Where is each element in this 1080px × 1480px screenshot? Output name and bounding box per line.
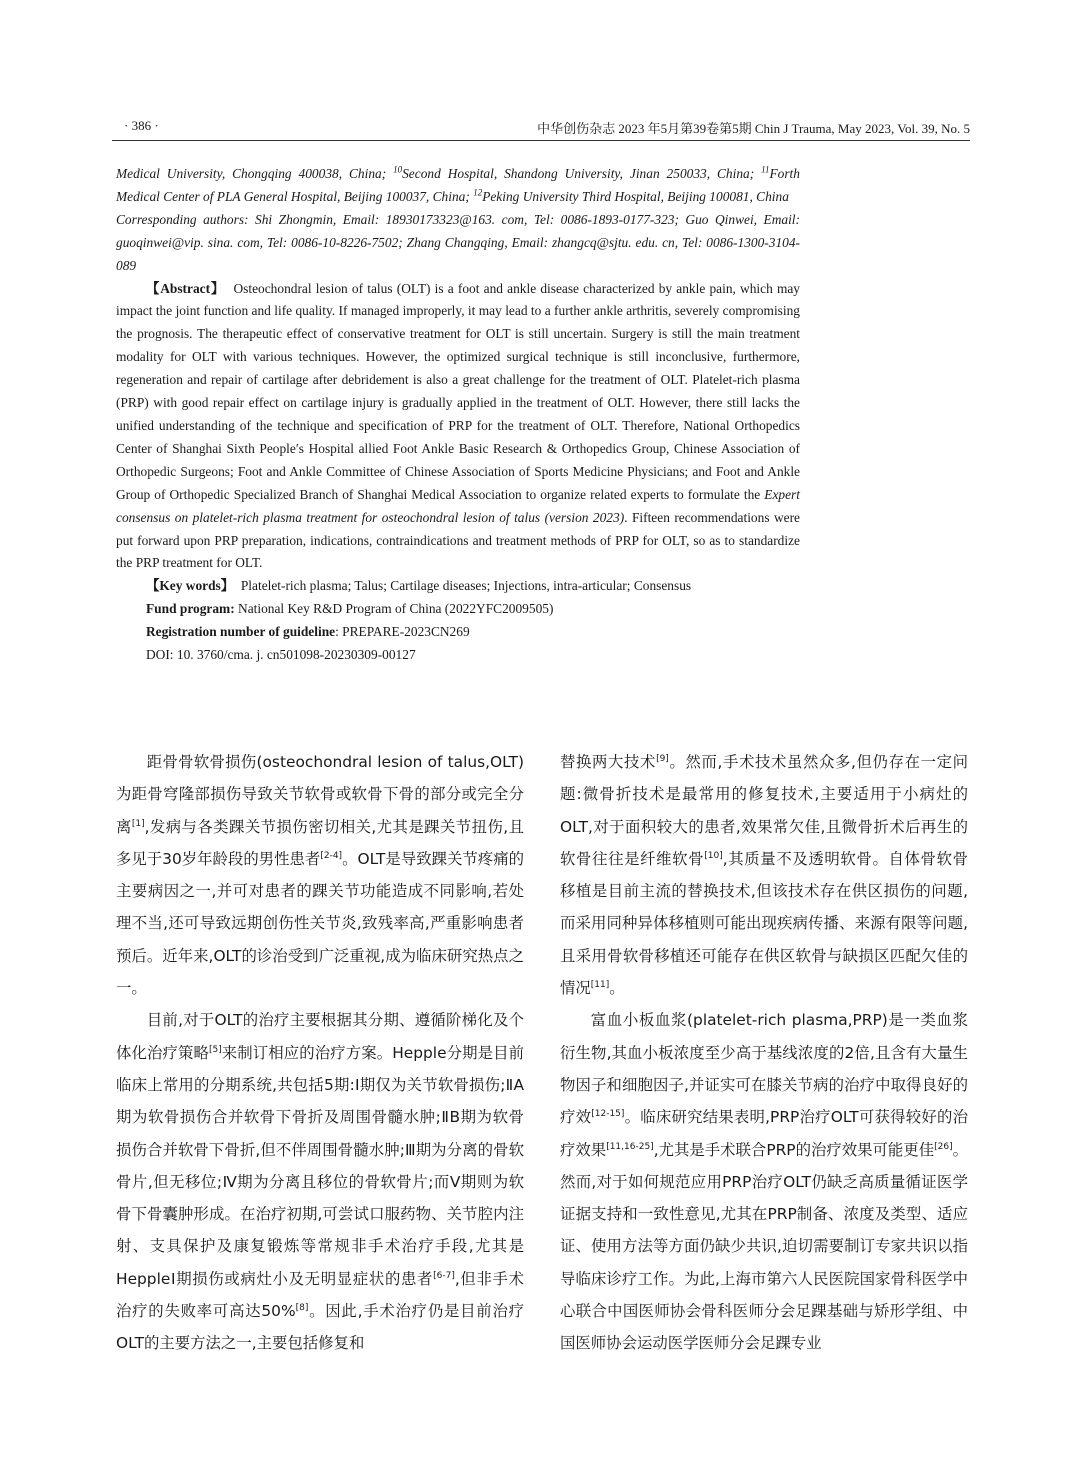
body-text: 富血小板血浆(platelet-rich plasma,PRP)是一类血浆衍生物,其血小板浓度至少高于基线浓度的2倍,且含有大量生物因子和细胞因子,并证实可在膝关节病的治疗中取得良好的疗效 [560, 1011, 968, 1127]
body-text: 。因此,手术治疗仍是目前治疗OLT的主要方法之一,主要包括修复和 [116, 1302, 524, 1353]
affiliation-text: Medical University, Chongqing 400038, China; [116, 166, 394, 181]
affiliation-sup: 12 [473, 187, 483, 198]
corresponding-authors: Corresponding authors: Shi Zhongmin, Email: 18930173323@163. com, Tel: 0086-1893-0177-323; Guo Qinwei, Email: guoqinwei@vip. sina. com, Tel: 0086-10-8226-7502; Zhang Changqing, Email: zhangcq@sjtu. edu. cn, Tel: 0086-1300-3104-089 [116, 211, 800, 273]
header-rule [112, 140, 970, 141]
citation: [8] [295, 1302, 309, 1313]
fund-text: National Key R&D Program of China (2022YFC2009505) [238, 601, 554, 617]
body-text: ,但非手术治疗的失败率可高达50% [116, 1269, 524, 1321]
abstract-title-italic: Expert consensus on platelet-rich plasma treatment for osteochondral lesion of talus (version 2023) [116, 486, 800, 525]
affiliation-text: Peking University Third Hospital, Beijing 100081, China [482, 188, 789, 204]
keywords-label: 【Key words】 [146, 578, 235, 594]
citation: [12-15] [591, 1109, 625, 1120]
citation: [11] [590, 979, 610, 990]
doi: DOI: 10. 3760/cma. j. cn501098-20230309-00127 [146, 647, 416, 663]
body-paragraph [116, 1004, 524, 1359]
journal-citation: 中华创伤杂志 2023 年5月第39卷第5期 Chin J Trauma, May 2023, Vol. 39, No. 5 [537, 121, 970, 136]
affiliations [116, 163, 800, 209]
abstract-paragraph [116, 278, 800, 576]
body-text: 。OLT是导致踝关节疼痛的主要病因之一,并可对患者的踝关节功能造成不同影响,若处理不当,还可导致远期创伤性关节炎,致残率高,严重影响患者预后。近年来,OLT的诊治受到广泛重视,成为临床研究热点之一。 [116, 849, 524, 998]
keywords [116, 575, 800, 598]
body-text: 替换两大技术 [560, 753, 657, 771]
citation: [6-7] [433, 1270, 455, 1281]
body-text: ,发病与各类踝关节损伤密切相关,尤其是踝关节扭伤,且多见于30岁年龄段的男性患者 [116, 817, 524, 868]
citation: [5] [208, 1044, 222, 1055]
body-text: ,尤其是手术联合PRP的治疗效果可能更佳 [653, 1140, 935, 1159]
english-front-matter [116, 163, 800, 667]
body-text: ,其质量不及透明软骨。自体骨软骨移植是目前主流的替换技术,但该技术存在供区损伤的问题,而采用同种异体移植则可能出现疾病传播、来源有限等问题,且采用骨软骨移植还可能存在供区软骨与缺损区匹配欠佳的情况 [560, 849, 968, 998]
citation: [10] [704, 850, 723, 861]
abstract-text-end: . Fifteen recommendations were put forward upon PRP preparation, indications, contraindications and treatment methods of PRP for OLT, so as to standardize the PRP treatment for OLT. [116, 509, 800, 571]
body-text: 距骨骨软骨损伤(osteochondral lesion of talus,OLT)为距骨穹隆部损伤导致关节软骨或软骨下骨的部分或完全分离 [116, 753, 524, 836]
citation: [2-4] [320, 850, 343, 861]
registration-text: : PREPARE-2023CN269 [335, 624, 470, 640]
body-paragraph [560, 746, 968, 1004]
affiliation-text: Forth Medical Center of PLA General Hospital, Beijing 100037, China; [116, 166, 800, 204]
citation: [9] [656, 753, 669, 764]
body-text: 来制订相应的治疗方案。Hepple分期是目前临床上常用的分期系统,共包括5期:Ⅰ期仅为关节软骨损伤;ⅡA期为软骨损伤合并软骨下骨折及周围骨髓水肿;ⅡB期为软骨损伤合并软骨下骨折,但不伴周围骨髓水肿;Ⅲ期为分离的骨软骨片,但无移位;Ⅳ期为分离且移位的骨软骨片;而Ⅴ期则为软骨下骨囊肿形成。在治疗初期,可尝试口服药物、关节腔内注射、支具保护及康复锻炼等常规非手术治疗手段,尤其是HeppleⅠ期损伤或病灶小及无明显症状的患者 [116, 1043, 524, 1288]
body-text: 。 [609, 979, 625, 998]
body-paragraph [560, 1004, 968, 1359]
keywords-text: Platelet-rich plasma; Talus; Cartilage diseases; Injections, intra-articular; Consensus [240, 578, 692, 594]
citation: [11,16-25] [606, 1141, 654, 1152]
page-number: · 386 · [124, 118, 159, 133]
body-column-right [560, 746, 968, 1360]
fund-label: Fund program: [146, 601, 235, 617]
body-paragraph [116, 746, 524, 1004]
citation: [26] [934, 1141, 953, 1152]
affiliation-text: Second Hospital, Shandong University, Jinan 250033, China; [402, 166, 755, 181]
body-column-left [116, 746, 524, 1360]
fund-program [116, 598, 800, 621]
registration-label: Registration number of guideline [146, 624, 336, 640]
body-text: 。然而,手术技术虽然众多,但仍存在一定问题:微骨折技术是最常用的修复技术,主要适用于小病灶的OLT,对于面积较大的患者,效果常欠佳,且微骨折术后再生的软骨往往是纤维软骨 [560, 753, 968, 868]
body-text: 目前,对于OLT的治疗主要根据其分期、遵循阶梯化及个体化治疗策略 [116, 1011, 524, 1062]
body-text: 。然而,对于如何规范应用PRP治疗OLT仍缺乏高质量循证医学证据支持和一致性意见,尤其在PRP制备、浓度及类型、适应证、使用方法等方面仍缺少共识,迫切需要制订专家共识以指导临床诊疗工作。为此,上海市第六人民医院国家骨科医学中心联合中国医师协会骨科医师分会足踝基础与矫形学组、中国医师协会运动医学医师分会足踝专业 [560, 1140, 968, 1353]
abstract [116, 278, 800, 576]
abstract-label: 【Abstract】 [146, 280, 226, 296]
body-text: 。临床研究结果表明,PRP治疗OLT可获得较好的治疗效果 [560, 1108, 968, 1159]
abstract-text: Osteochondral lesion of talus (OLT) is a foot and ankle disease characterized by ankle pain, which may impact the joint function and life quality. If managed improperly, it may lead to a further ankle arthritis, severely compromising the prognosis. The therapeutic effect of conservative treatment for OLT is still uncertain. Surgery is still the main treatment modality for OLT with various techniques. However, the optimized surgical technique is still inconclusive, furthermore, regeneration and repair of cartilage after debridement is also a great challenge for the treatment of OLT. Platelet-rich plasma (PRP) with good repair effect on cartilage injury is gradually applied in the treatment of OLT. However, there still lacks the unified understanding of the technique and specification of PRP for the treatment of OLT. Therefore, National Orthopedics Center of Shanghai Sixth People′s Hospital allied Foot Ankle Basic Research & Orthopedics Group, Chinese Association of Orthopedic Surgeons; Foot and Ankle Committee of Chinese Association of Sports Medicine Physicians; and Foot and Ankle Group of Orthopedic Specialized Branch of Shanghai Medical Association to organize related experts to formulate the [116, 280, 801, 502]
citation: [1] [131, 818, 145, 829]
affiliation-sup: 11 [761, 164, 770, 175]
registration-number [116, 621, 800, 644]
affiliation-sup: 10 [393, 164, 403, 175]
